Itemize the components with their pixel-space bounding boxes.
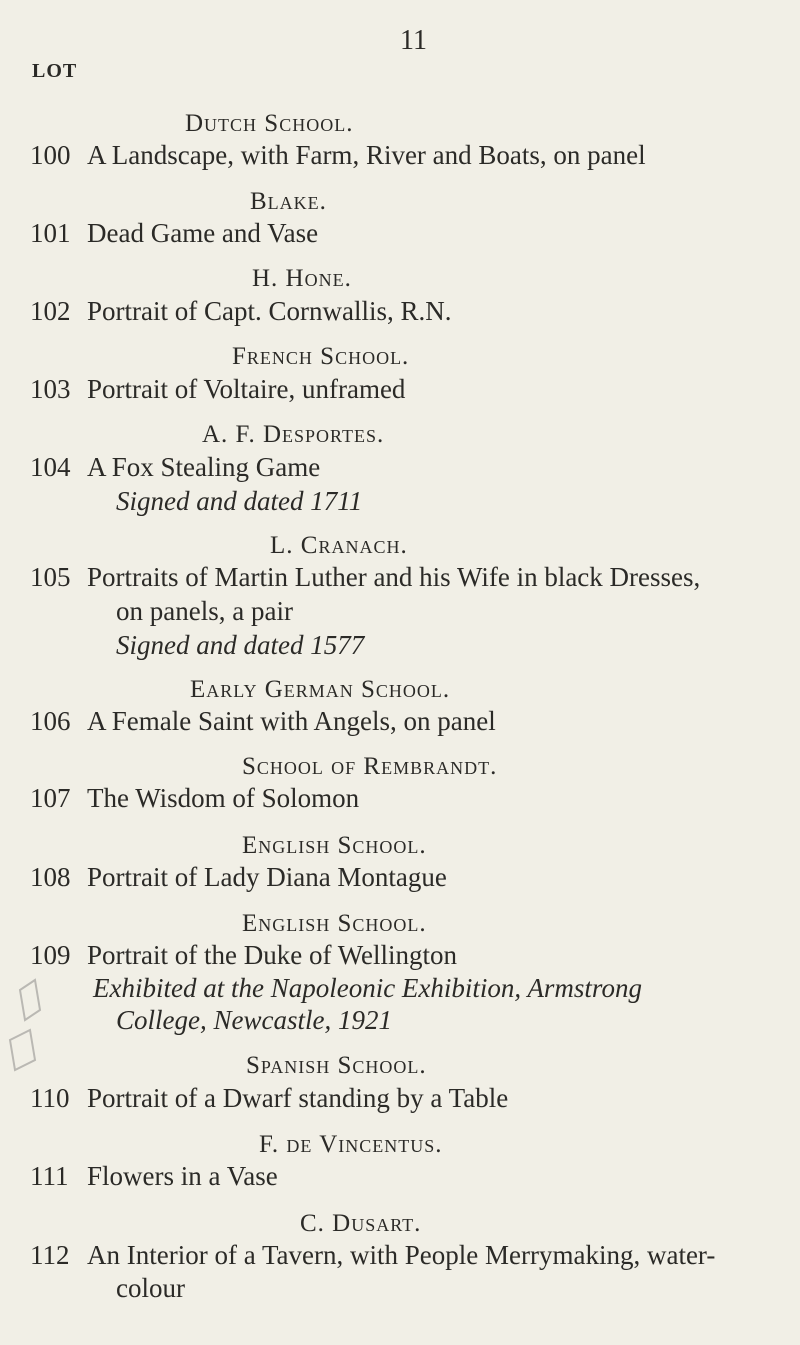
lot-artist: English School. (242, 832, 427, 859)
lot-note: Signed and dated 1577 (116, 630, 365, 660)
lot-note-continued: College, Newcastle, 1921 (116, 1005, 392, 1035)
lot-note: Signed and dated 1711 (116, 486, 363, 516)
lot-title: A Female Saint with Angels, on panel (87, 706, 496, 736)
lot-title: The Wisdom of Solomon (87, 783, 360, 813)
lot-artist: School of Rembrandt. (242, 753, 498, 780)
lot-title: Portrait of the Duke of Wellington (87, 940, 458, 970)
lot-column-heading: LOT (32, 60, 78, 82)
lot-title: An Interior of a Tavern, with People Merrymaking, water- (87, 1240, 716, 1270)
lot-number: 110 (30, 1083, 70, 1113)
lot-number: 109 (30, 940, 71, 970)
lot-title: Flowers in a Vase (87, 1161, 278, 1191)
lot-artist: C. Dusart. (300, 1210, 422, 1237)
lot-number: 100 (30, 140, 71, 170)
lot-number: 103 (30, 374, 71, 404)
lot-title: Portrait of Capt. Cornwallis, R.N. (87, 296, 452, 326)
lot-number: 111 (30, 1161, 69, 1191)
lot-number: 112 (30, 1240, 70, 1270)
lot-number: 104 (30, 452, 71, 482)
lot-title-continued: on panels, a pair (116, 596, 293, 626)
page-number: 11 (400, 25, 427, 56)
lot-title: Portrait of Voltaire, unframed (87, 374, 406, 404)
lot-title: Portrait of Lady Diana Montague (87, 862, 447, 892)
lot-note: Exhibited at the Napoleonic Exhibition, Armstrong (93, 973, 642, 1003)
lot-artist: French School. (232, 343, 410, 370)
lot-artist: Blake. (250, 188, 327, 215)
lot-artist: L. Cranach. (270, 532, 408, 559)
lot-artist: Spanish School. (246, 1052, 427, 1079)
lot-number: 107 (30, 783, 71, 813)
lot-title: Dead Game and Vase (87, 218, 319, 248)
lot-number: 102 (30, 296, 71, 326)
lot-artist: A. F. Desportes. (202, 421, 385, 448)
lot-number: 105 (30, 562, 71, 592)
lot-artist: Early German School. (190, 676, 451, 703)
lot-artist: English School. (242, 910, 427, 937)
lot-number: 101 (30, 218, 71, 248)
margin-pencil-mark (0, 960, 55, 1160)
lot-artist: Dutch School. (185, 110, 354, 137)
lot-number: 106 (30, 706, 71, 736)
lot-artist: F. de Vincentus. (259, 1131, 443, 1158)
lot-number: 108 (30, 862, 71, 892)
lot-title: Portrait of a Dwarf standing by a Table (87, 1083, 509, 1113)
lot-title: Portraits of Martin Luther and his Wife in black Dresses, (87, 562, 701, 592)
lot-artist: H. Hone. (252, 265, 352, 292)
lot-title: A Landscape, with Farm, River and Boats, on panel (87, 140, 646, 170)
lot-title: A Fox Stealing Game (87, 452, 321, 482)
lot-title-continued: colour (116, 1273, 185, 1303)
